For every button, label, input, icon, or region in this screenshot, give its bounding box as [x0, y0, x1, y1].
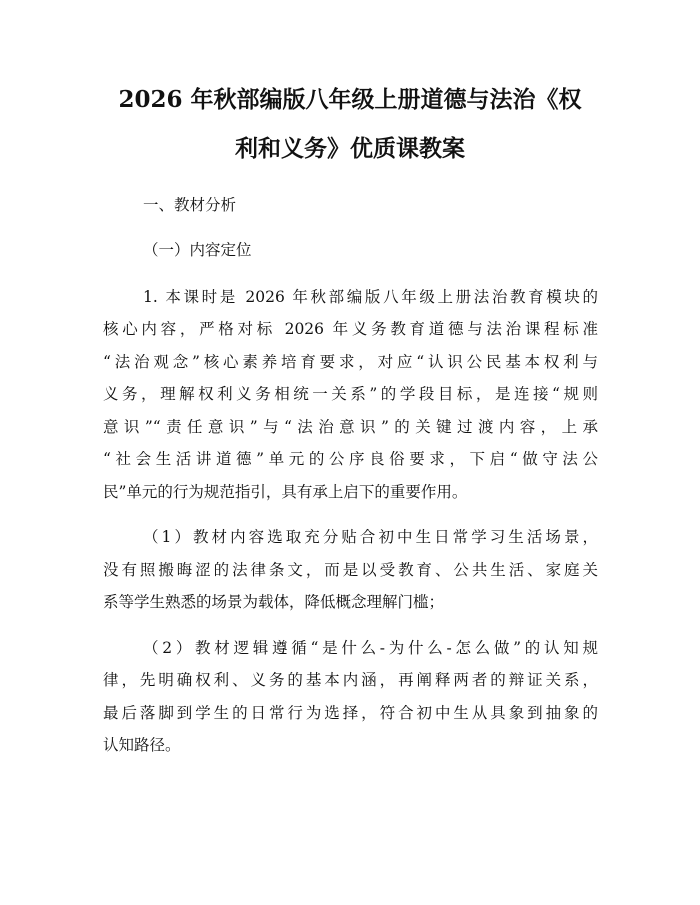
paragraph-3-line-4: 认知路径。	[103, 736, 181, 754]
paragraph-3-line-3: 最后落脚到学生的日常行为选择，符合初中生从具象到抽象的	[103, 704, 598, 722]
paragraph-1-line-5: 意识”“责任意识”与“法治意识”的关键过渡内容，上承	[103, 418, 598, 436]
section-heading: 一、教材分析	[143, 196, 237, 214]
subsection-heading: （一）内容定位	[143, 241, 252, 259]
paragraph-1-line-2: 核心内容，严格对标 2026 年义务教育道德与法治课程标准	[103, 320, 598, 338]
document-title-line-2: 利和义务》优质课教案	[235, 135, 465, 162]
paragraph-1-line-1: 1. 本课时是 2026 年秋部编版八年级上册法治教育模块的	[143, 288, 598, 306]
paragraph-1-line-4: 义务，理解权利义务相统一关系”的学段目标，是连接“规则	[103, 385, 598, 403]
paragraph-2-line-3: 系等学生熟悉的场景为载体，降低概念理解门槛；	[103, 593, 445, 611]
paragraph-1-line-3: “法治观念”核心素养培育要求，对应“认识公民基本权利与	[103, 353, 598, 371]
paragraph-1-line-6: “社会生活讲道德”单元的公序良俗要求，下启“做守法公	[103, 450, 598, 468]
paragraph-1-line-7: 民”单元的行为规范指引，具有承上启下的重要作用。	[103, 483, 468, 501]
paragraph-3-line-2: 律，先明确权利、义务的基本内涵，再阐释两者的辩证关系，	[103, 671, 598, 689]
paragraph-2-line-2: 没有照搬晦涩的法律条文，而是以受教育、公共生活、家庭关	[103, 561, 598, 579]
paragraph-2-line-1: （1）教材内容选取充分贴合初中生日常学习生活场景，	[143, 528, 598, 546]
document-title-line-1: 2026 年秋部编版八年级上册道德与法治《权	[118, 86, 582, 113]
paragraph-3-line-1: （2）教材逻辑遵循“是什么-为什么-怎么做”的认知规	[143, 639, 598, 657]
